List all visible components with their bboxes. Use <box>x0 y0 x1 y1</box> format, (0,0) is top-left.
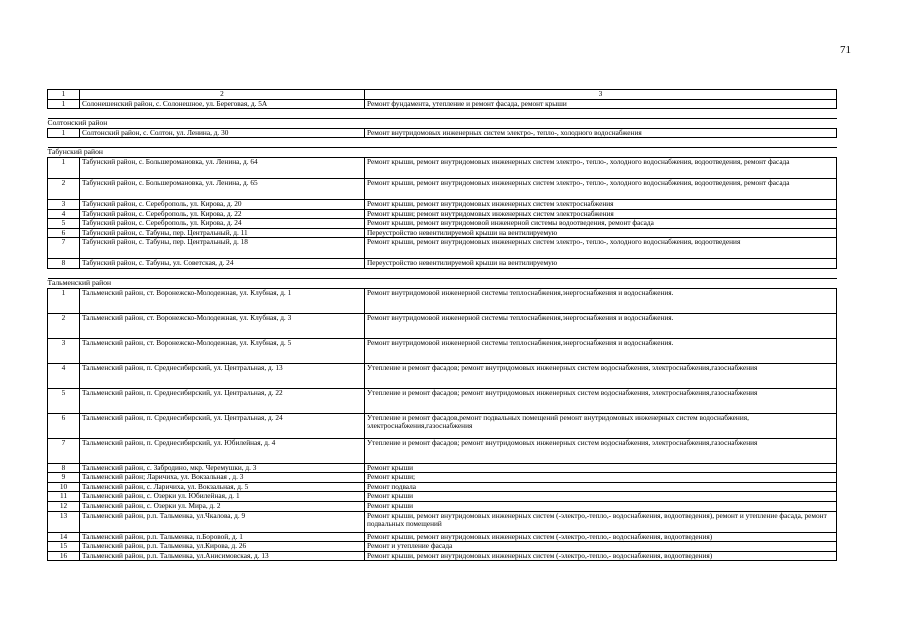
table-row <box>48 259 837 269</box>
work-description-cell: Утепление и ремонт фасадов; ремонт внутридомовых инженерных систем водоснабжения, электроснабжения,газоснабжения <box>365 363 837 388</box>
row-number: 11 <box>48 492 80 502</box>
work-table <box>47 89 837 561</box>
work-description-cell: Утепление и ремонт фасадов; ремонт внутридомовых инженерных систем водоснабжения, электроснабжения,газоснабжения <box>365 388 837 413</box>
row-number: 12 <box>48 501 80 511</box>
work-description-cell: Переустройство невентилируемой крыши на вентилируемую <box>365 228 837 238</box>
row-number: 3 <box>48 199 80 209</box>
work-description-cell: Ремонт крыши, ремонт внутридомовых инженерных систем электро-, тепло-, холодного водоснабжения, водоотведения <box>365 238 837 259</box>
section-heading: Тальменский район <box>48 278 837 288</box>
row-number: 10 <box>48 482 80 492</box>
address-cell: Тальменский район, с. Забродино, мкр. Черемушки, д. 3 <box>80 463 365 473</box>
address-cell: Тальменский район, п. Среднесибирский, ул. Центральная, д. 13 <box>80 363 365 388</box>
row-number: 15 <box>48 542 80 552</box>
row-number: 9 <box>48 473 80 483</box>
table-row <box>48 157 837 178</box>
row-number: 1 <box>48 157 80 178</box>
address-cell: Тальменский район, р.п. Тальменка, ул.Кирова, д. 26 <box>80 542 365 552</box>
work-description-cell: Ремонт крыши <box>365 501 837 511</box>
work-description-cell: Утепление и ремонт фасадов; ремонт внутридомовых инженерных систем водоснабжения, электроснабжения,газоснабжения <box>365 438 837 463</box>
table-row <box>48 338 837 363</box>
work-description-cell: Ремонт крыши; <box>365 473 837 483</box>
work-description-cell: Ремонт крыши, ремонт внутридомовой инженерной системы водоотведения, ремонт фасада <box>365 219 837 229</box>
work-description-cell: Ремонт крыши, ремонт внутридомовых инженерных систем (-электро,-тепло,- водоснабжения, водоотведения), ремонт и утепление фасада, ремонт подвальных помещений <box>365 511 837 532</box>
section-spacer <box>48 268 837 278</box>
address-cell: Табунский район, с. Табуны, ул. Советская, д. 24 <box>80 259 365 269</box>
table-row <box>48 438 837 463</box>
row-number: 8 <box>48 259 80 269</box>
table-row <box>48 178 837 199</box>
address-cell: Тальменский район, р.п. Тальменка, ул.Чкалова, д. 9 <box>80 511 365 532</box>
address-cell: Табунский район, с. Сереброполь, ул. Кирова, д. 20 <box>80 199 365 209</box>
row-number: 7 <box>48 238 80 259</box>
work-description-cell: Ремонт внутридомовой инженерной системы теплоснабжения,энергоснабжения и водоснабжения. <box>365 313 837 338</box>
address-cell: Тальменский район, с. Озерки ул. Юбилейная, д. 1 <box>80 492 365 502</box>
work-description-cell: Ремонт крыши; ремонт внутридомовых инженерных систем электроснабжения <box>365 209 837 219</box>
work-description-cell: Ремонт и утепление фасада <box>365 542 837 552</box>
work-description-cell: Ремонт фундамента, утепление и ремонт фасада, ремонт крыши <box>365 99 837 109</box>
row-number: 7 <box>48 438 80 463</box>
address-cell: Тальменский район, р.п. Тальменка, п.Боровой, д. 1 <box>80 532 365 542</box>
work-description-cell: Ремонт крыши, ремонт внутридомовых инженерных систем (-электро,-тепло,- водоснабжения, водоотведения) <box>365 551 837 561</box>
section-heading: Табунский район <box>48 148 837 158</box>
table-row <box>48 199 837 209</box>
work-description-cell: Ремонт внутридомовой инженерной системы теплоснабжения,энергоснабжения и водоснабжения. <box>365 288 837 313</box>
row-number: 16 <box>48 551 80 561</box>
spacer-cell <box>48 268 837 278</box>
work-description-cell: Ремонт крыши, ремонт внутридомовых инженерных систем электро-, тепло-, холодного водоснабжения, водоотведения, ремонт фасада <box>365 178 837 199</box>
table-row <box>48 288 837 313</box>
row-number: 5 <box>48 388 80 413</box>
address-cell: Табунский район, с. Большеромановка, ул. Ленина, д. 64 <box>80 157 365 178</box>
work-description-cell: Ремонт крыши <box>365 492 837 502</box>
work-description-cell: Переустройство невентилируемой крыши на вентилируемую <box>365 259 837 269</box>
table-row <box>48 363 837 388</box>
work-table-body <box>48 90 837 561</box>
work-description-cell: Ремонт подвала <box>365 482 837 492</box>
address-cell: Табунский район, с. Сереброполь, ул. Кирова, д. 22 <box>80 209 365 219</box>
work-description-cell: Утепление и ремонт фасадов,ремонт подвальных помещений ремонт внутридомовых инженерных систем водоснабжения, электроснабжения,газоснабжения <box>365 413 837 438</box>
address-cell: Тальменский район, п. Среднесибирский, ул. Центральная, д. 24 <box>80 413 365 438</box>
row-number: 6 <box>48 413 80 438</box>
work-description-cell: Ремонт крыши <box>365 463 837 473</box>
section-heading-row <box>48 119 837 129</box>
row-number: 14 <box>48 532 80 542</box>
table-row <box>48 473 837 483</box>
header-cell-3: 3 <box>365 90 837 100</box>
page-number: 71 <box>840 44 851 56</box>
address-cell: Тальменский район; Ларичиха, ул. Вокзальная , д. 3 <box>80 473 365 483</box>
row-number: 4 <box>48 363 80 388</box>
table-row <box>48 128 837 138</box>
row-number: 13 <box>48 511 80 532</box>
address-cell: Солтонский район, с. Солтон, ул. Ленина, д. 30 <box>80 128 365 138</box>
address-cell: Тальменский район, п. Среднесибирский, ул. Центральная, д. 22 <box>80 388 365 413</box>
address-cell: Табунский район, с. Большеромановка, ул. Ленина, д. 65 <box>80 178 365 199</box>
work-description-cell: Ремонт внутридомовых инженерных систем электро-, тепло-, холодного водоснабжения <box>365 128 837 138</box>
row-number: 3 <box>48 338 80 363</box>
table-row <box>48 551 837 561</box>
row-number: 1 <box>48 99 80 109</box>
row-number: 6 <box>48 228 80 238</box>
address-cell: Тальменский район, п. Среднесибирский, ул. Юбилейная, д. 4 <box>80 438 365 463</box>
work-description-cell: Ремонт внутридомовой инженерной системы теплоснабжения,энергоснабжения и водоснабжения. <box>365 338 837 363</box>
table-row <box>48 219 837 229</box>
spacer-cell <box>48 138 837 148</box>
section-spacer <box>48 138 837 148</box>
table-row <box>48 313 837 338</box>
table-row <box>48 501 837 511</box>
section-heading-row <box>48 278 837 288</box>
address-cell: Тальменский район, ст. Воронежско-Молодежная, ул. Клубная, д. 5 <box>80 338 365 363</box>
address-cell: Табунский район, с. Табуны, пер. Центральный, д. 18 <box>80 238 365 259</box>
table-row <box>48 542 837 552</box>
table-row <box>48 511 837 532</box>
row-number: 1 <box>48 128 80 138</box>
section-spacer <box>48 109 837 119</box>
address-cell: Тальменский район, ст. Воронежско-Молодежная, ул. Клубная, д. 1 <box>80 288 365 313</box>
header-cell-2: 2 <box>80 90 365 100</box>
work-description-cell: Ремонт крыши, ремонт внутридомовых инженерных систем электроснабжения <box>365 199 837 209</box>
header-row <box>48 90 837 100</box>
header-cell-1: 1 <box>48 90 80 100</box>
table-row <box>48 238 837 259</box>
table-row <box>48 413 837 438</box>
row-number: 2 <box>48 178 80 199</box>
address-cell: Тальменский район, р.п. Тальменка, ул.Анисимовская, д. 13 <box>80 551 365 561</box>
address-cell: Табунский район, с. Сереброполь, ул. Кирова, д. 24 <box>80 219 365 229</box>
row-number: 4 <box>48 209 80 219</box>
address-cell: Тальменский район, с. Озерки ул. Мира, д. 2 <box>80 501 365 511</box>
row-number: 2 <box>48 313 80 338</box>
table-row <box>48 388 837 413</box>
spacer-cell <box>48 109 837 119</box>
row-number: 1 <box>48 288 80 313</box>
row-number: 8 <box>48 463 80 473</box>
address-cell: Тальменский район, с. Ларичиха, ул. Вокзальная, д. 5 <box>80 482 365 492</box>
address-cell: Солонешенский район, с. Солонешное, ул. Береговая, д. 5А <box>80 99 365 109</box>
table-row <box>48 99 837 109</box>
row-number: 5 <box>48 219 80 229</box>
address-cell: Тальменский район, ст. Воронежско-Молодежная, ул. Клубная, д. 3 <box>80 313 365 338</box>
section-heading: Солтонский район <box>48 119 837 129</box>
table-row <box>48 492 837 502</box>
work-description-cell: Ремонт крыши, ремонт внутридомовых инженерных систем (-электро,-тепло,- водоснабжения, водоотведения) <box>365 532 837 542</box>
address-cell: Табунский район, с. Табуны, пер. Центральный, д. 11 <box>80 228 365 238</box>
work-description-cell: Ремонт крыши, ремонт внутридомовых инженерных систем электро-, тепло-, холодного водоснабжения, водоотведения, ремонт фасада <box>365 157 837 178</box>
